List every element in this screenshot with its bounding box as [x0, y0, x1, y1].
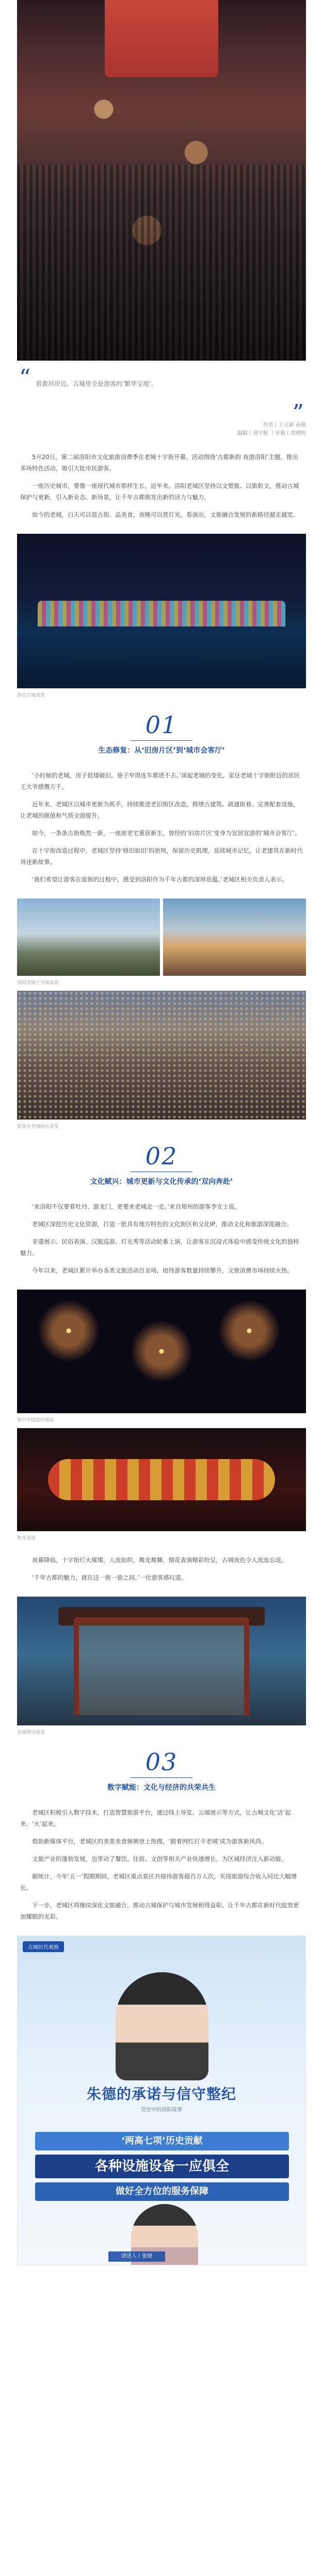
photo-caption: 夜空中绽放的烟花 [17, 1418, 55, 1423]
section-2-paragraph: 非遗展示、民俗表演、汉服巡游、灯光秀等活动轮番上演，让游客在沉浸式体验中感受传统文化的独特魅力。 [20, 1238, 299, 1257]
archway-photo [17, 1597, 306, 1725]
video-title: 朱德的承诺与信守整纪 [86, 2086, 236, 2103]
section-3-paragraph: 文旅产业的蓬勃发展，也带动了餐饮、住宿、文创等相关产业快速增长，为区域经济注入新动能。 [32, 1855, 287, 1862]
section-title: 文化赋兴：城市更新与文化传承的‘双向奔赴’ [90, 1178, 233, 1186]
photo-caption: 老城牌坊夜景 [17, 1730, 45, 1735]
section-1-paragraph: ‘我们希望让游客在逛街的过程中，感受到洛阳作为千年古都的深厚底蕴。’老城区相关负责人表示。 [32, 876, 288, 883]
firework-burst [213, 1295, 285, 1367]
video-banner-1: ‘两高七项’历史贡献 [35, 2132, 289, 2150]
section-number: 01 [145, 711, 178, 739]
street-photo-right [163, 899, 306, 976]
firework-burst [38, 1300, 100, 1362]
photo-caption: 舞龙表演 [17, 1536, 36, 1541]
section-1-paragraph: 如今，一条条古街焕然一新，一座座老宅重获新生，曾经的‘旧房片区’变身为宜居宜游的‘城市会客厅’。 [32, 829, 301, 837]
crowd-dots [17, 991, 306, 1120]
section-header-02 [17, 1143, 306, 1188]
section-3-paragraph: 下一步，老城区将继续深化文旅融合，推动古城保护与城市发展相得益彰，让千年古都在新时代绽放更加耀眼的光彩。 [20, 1902, 299, 1920]
intro-paragraph: 一座历史城市，要像一座现代城市那样生长。近年来，洛阳老城区坚持以文塑旅、以旅彰文，推动古城保护与更新，引入新业态、新场景，让千年古都焕发出新的活力与魅力。 [20, 482, 299, 501]
fireworks-photo [17, 1290, 306, 1413]
photo-caption: 洛阳老城十字街街景 [17, 980, 59, 986]
crowd-street-photo [17, 991, 306, 1120]
section-1-paragraph: ‘小时候的老城，房子低矮破旧，巷子窄得连车都进不去。’谈起老城的变化，家住老城十字街附近的居民王大爷感慨万千。 [20, 772, 300, 790]
video-tag: 古城时代观察 [23, 1941, 64, 1952]
section-rule [131, 1777, 192, 1778]
open-quote-icon: “ [19, 365, 31, 391]
crowd-texture [17, 165, 306, 361]
credit-line-1: 作者丨王立新 孙敬 [263, 422, 306, 428]
photo-caption: 游客在老城街区游览 [17, 1124, 59, 1129]
section-2-paragraph: 今年以来，老城区累计举办各类文旅活动百余场，接待游客数量持续攀升，文旅消费市场持续火热。 [32, 1267, 293, 1274]
pull-quote-text: 看黄河岸边，古城里全是游客的‘繁华宝地’。 [36, 380, 157, 387]
intro-paragraph: 5月20日，第二届洛阳市文化旅游消费季在老城十字街开幕，活动围绕‘古都新韵 夜游洛阳’主题，推出多场特色活动，吸引大批市民游客。 [20, 453, 298, 472]
photo-pair [17, 899, 306, 976]
presenter-figure [116, 1972, 208, 2080]
hero-photo [17, 0, 306, 361]
intro-paragraph: 如今的老城，白天可以逛古街、品美食，夜晚可以赏灯光、看演出，文旅融合发展的新路径越走越宽。 [32, 511, 299, 518]
close-quote-icon: ” [292, 400, 304, 426]
street-photo-left [17, 899, 160, 976]
video-card[interactable] [17, 1936, 306, 2265]
section-3-paragraph: 借助新媒体平台，老城区的美景美食频频登上热搜，‘跟着网红打卡老城’成为游客新风尚。 [32, 1838, 267, 1845]
archway-frame [74, 1617, 249, 1715]
credit-line-2: 编辑丨刘宇航 丨审核丨周晓明 [237, 431, 306, 436]
dragon-body [48, 1459, 275, 1500]
section-2-paragraph: ‘千年古都的魅力，就在这一街一巷之间。’一位游客感叹道。 [32, 1574, 187, 1581]
night-market-photo [17, 534, 306, 688]
video-subtitle: 党史中的洛阳故事 [141, 2107, 182, 2113]
water-reflection [17, 626, 306, 688]
photo-caption: 洛邑古城夜景 [17, 693, 45, 698]
section-header-01 [17, 711, 306, 756]
section-1-paragraph: 在十字街改造过程中，老城区坚持‘修旧如旧’的原则，保留历史肌理，延续城市记忆，让老建筑在新时代讲述新故事。 [20, 847, 303, 866]
section-2-paragraph: 老城区深挖历史文化资源，打造一批具有地方特色的文化街区和文化IP，推动文化和旅游深度融合。 [32, 1221, 293, 1228]
section-number: 03 [145, 1748, 178, 1776]
video-banner-3: 做好全方位的服务保障 [35, 2182, 289, 2201]
article-credits [17, 421, 306, 438]
section-rule [131, 740, 192, 741]
section-2-paragraph: ‘来洛阳不仅要看牡丹、游龙门，更要来老城走一走。’来自郑州的游客李女士说。 [32, 1203, 241, 1210]
section-number: 02 [145, 1142, 178, 1170]
video-banner-2: 各种设施设备一应俱全 [35, 2155, 289, 2178]
dragon-dance-photo [17, 1428, 306, 1531]
section-title: 数字赋能：文化与经济的共荣共生 [107, 1784, 216, 1792]
speaker-name-tag: 讲述人丨张晓 [108, 2251, 165, 2262]
section-3-paragraph: 据统计，今年‘五一’假期期间，老城区重点景区共接待游客超百万人次，实现旅游综合收入同比大幅增长。 [20, 1873, 297, 1891]
section-title: 生态修复：从‘旧房片区’到‘城市会客厅’ [98, 747, 225, 755]
section-2-paragraph: 夜幕降临，十字街灯火璀璨，人流如织，舞龙舞狮、烟花表演精彩纷呈，古城夜色令人流连忘返。 [32, 1556, 287, 1564]
section-header-03 [17, 1749, 306, 1793]
section-1-paragraph: 近年来，老城区以城市更新为抓手，持续推进老旧街区改造，修缮古建筑、疏通街巷、完善配套设施，让老城的颜值和气质全面提升。 [20, 801, 299, 819]
firework-burst [120, 1310, 203, 1393]
section-3-paragraph: 老城区积极引入数字技术，打造智慧旅游平台，通过线上导览、云端展示等方式，让古城文化‘活’起来、‘火’起来。 [20, 1809, 291, 1827]
